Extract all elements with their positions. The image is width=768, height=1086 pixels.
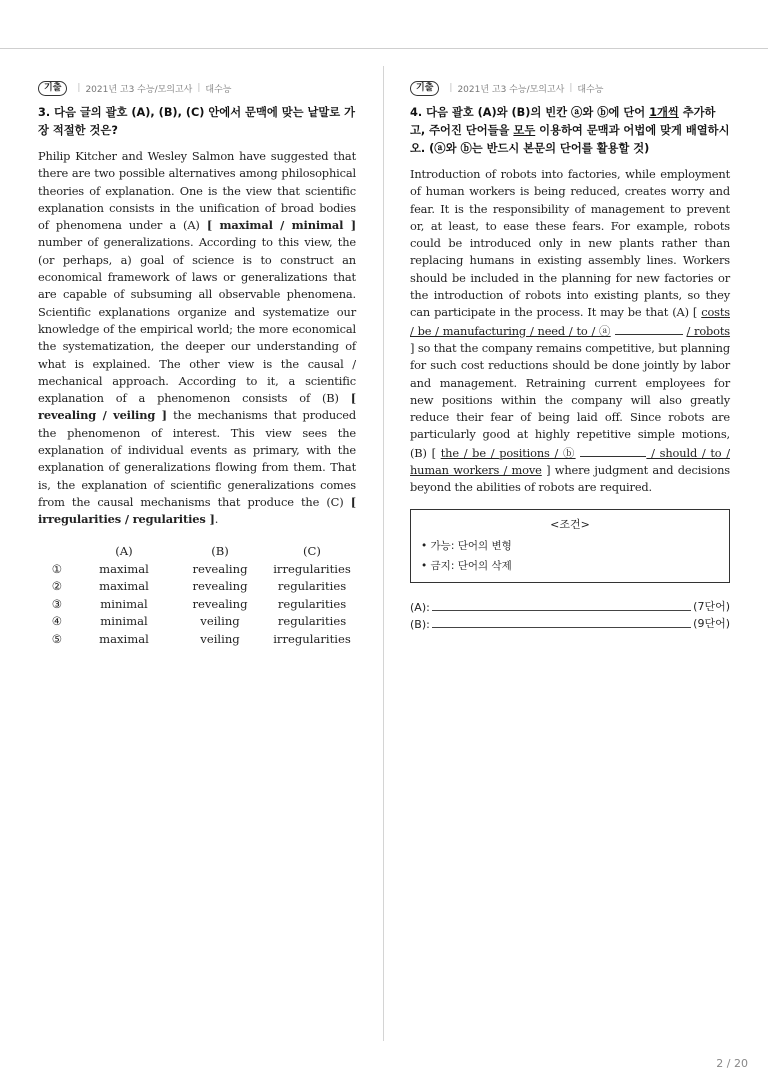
choice-b: revealing [192, 596, 248, 611]
meta-separator: | [197, 83, 201, 93]
column-header-c: (C) [303, 544, 321, 559]
passage-text: Philip Kitcher and Wesley Salmon have suggested that there are two possible alternatives among philosophical theories of explanation. One is the view that scientific explanation consists in the unification of broad bodies of phenomena under a (A) [38, 149, 356, 233]
header-rule [0, 48, 768, 49]
answer-label: (A): [410, 600, 430, 614]
question-4 [410, 80, 730, 631]
choice-b: veiling [200, 614, 240, 629]
word-count: (9단어) [693, 616, 730, 630]
answer-choices-table [38, 543, 356, 648]
title-text: 추가하고, 주어진 단어들을 [410, 106, 716, 137]
exam-source: 2021년 고3 수능/모의고사 [457, 84, 565, 95]
choice-bracket-c: [ irregularities / regularities ] [38, 494, 356, 527]
choice-number: ④ [51, 614, 63, 629]
choice-number: ② [51, 579, 63, 594]
choice-row[interactable] [38, 560, 356, 578]
question-title [410, 104, 730, 158]
conditions-box [410, 509, 730, 583]
answer-line-b[interactable] [410, 614, 730, 631]
choices-header-row [38, 543, 356, 561]
choice-bracket-b: [ revealing / veiling ] [38, 391, 356, 423]
choice-number: ① [51, 561, 63, 576]
choice-bracket-a: [ maximal / minimal ] [206, 218, 356, 233]
exam-category: 대수능 [577, 84, 604, 95]
choice-b: revealing [192, 579, 248, 594]
blank-b[interactable] [580, 444, 646, 457]
choice-row[interactable] [38, 578, 356, 596]
choice-row[interactable] [38, 613, 356, 631]
passage-text: the mechanisms that produced the phenomenon of interest. This view sees the explanation of individual events as primary, with the explanation of generalizations flowing from them. That is, the explanation of scientific generalizations comes from the causal mechanisms that produce the (C) [38, 408, 356, 509]
choice-a: maximal [99, 561, 149, 576]
past-exam-badge: 기출 [410, 81, 439, 96]
column-divider [383, 66, 384, 1041]
word-bank-a-end: / robots [686, 323, 731, 338]
condition-forbidden: • 금지: 단어의 삭제 [421, 559, 512, 572]
choice-row[interactable] [38, 595, 356, 613]
meta-separator: | [77, 83, 81, 93]
answer-label: (B): [410, 617, 430, 631]
question-3 [38, 80, 356, 648]
meta-separator: | [569, 83, 573, 93]
answer-lines [410, 597, 730, 631]
word-bank-a: costs / be / manufacturing / need / to / ⓐ [410, 305, 730, 338]
choice-number: ③ [51, 596, 63, 611]
passage-text: ] where judgment and decisions beyond the abilities of robots are required. [410, 463, 730, 495]
word-bank-b-end: / should / to / human workers / move [410, 445, 730, 478]
choice-number: ⑤ [51, 631, 63, 646]
choice-c: irregularities [273, 561, 351, 576]
passage-text: ] so that the company remains competitive, but planning for such cost reductions should be done jointly by labor and management. Retraining current employees for new positions within the company will also greatly reduce their fear of being laid off. Since robots are particularly good at highly repetitive simple motions, (B) [ [410, 340, 730, 460]
past-exam-badge: 기출 [38, 81, 67, 96]
question-meta [410, 80, 730, 96]
blank-a[interactable] [615, 322, 683, 335]
passage-text: . [214, 512, 219, 527]
title-emphasis: 1개씩 [649, 106, 679, 119]
choice-c: regularities [277, 579, 347, 594]
choice-a: maximal [99, 631, 149, 646]
passage-text: number of generalizations. According to this view, the (or perhaps, a) goal of science is to construct an economical framework of laws or generalizations that are capable of subsuming all observable phenomena. Scientific explanations organize and systematize our knowledge of the empirical world; the more economical the systematization, the deeper our understanding of what is explained. The other view is the causal / mechanical approach. According to it, a scientific explanation of a phenomenon consists of (B) [38, 235, 356, 406]
choice-a: minimal [100, 614, 148, 629]
question-meta [38, 80, 356, 96]
meta-separator: | [449, 83, 453, 93]
choice-a: minimal [100, 596, 148, 611]
answer-line-a[interactable] [410, 597, 730, 614]
column-header-a: (A) [115, 544, 133, 559]
choice-row[interactable] [38, 630, 356, 648]
exam-source: 2021년 고3 수능/모의고사 [85, 84, 193, 95]
column-header-b: (B) [211, 544, 229, 559]
word-count: (7단어) [693, 599, 730, 613]
exam-category: 대수능 [205, 84, 232, 95]
passage [38, 148, 356, 529]
choice-c: regularities [277, 614, 347, 629]
title-text: 이용하여 문맥과 어법에 맞게 배열하시오. (ⓐ와 ⓑ는 반드시 본문의 단어를 활용할 것) [410, 124, 730, 155]
passage [410, 166, 730, 497]
answer-blank[interactable] [432, 610, 691, 611]
choice-number-header [38, 543, 76, 561]
answer-blank[interactable] [432, 627, 691, 628]
choice-a: maximal [99, 579, 149, 594]
passage-text: Introduction of robots into factories, while employment of human workers is being reduced, creates worry and fear. It is the responsibility of management to prevent or, at least, to ease these fears. For example, robots could be introduced only in new plants rather than replacing humans in existing assembly lines. Workers should be included in the planning for new factories or the introduction of robots into existing plants, so they can participate in the process. It may be that (A) [ [410, 167, 730, 320]
condition-allowed: • 가능: 단어의 변형 [421, 539, 512, 552]
choice-c: irregularities [273, 631, 351, 646]
conditions-title: <조건> [550, 517, 590, 531]
title-emphasis: 모두 [513, 124, 536, 137]
choice-b: veiling [200, 631, 240, 646]
word-bank-b: the / be / positions / ⓑ [440, 445, 576, 460]
choice-c: regularities [277, 596, 347, 611]
title-text: 4. 다음 괄호 (A)와 (B)의 빈칸 ⓐ와 ⓑ에 단어 [410, 106, 650, 119]
question-title: 3. 다음 글의 괄호 (A), (B), (C) 안에서 문맥에 맞는 낱말로 가장 적절한 것은? [38, 106, 356, 137]
choice-b: revealing [192, 561, 248, 576]
page-number: 2 / 20 [716, 1057, 748, 1070]
